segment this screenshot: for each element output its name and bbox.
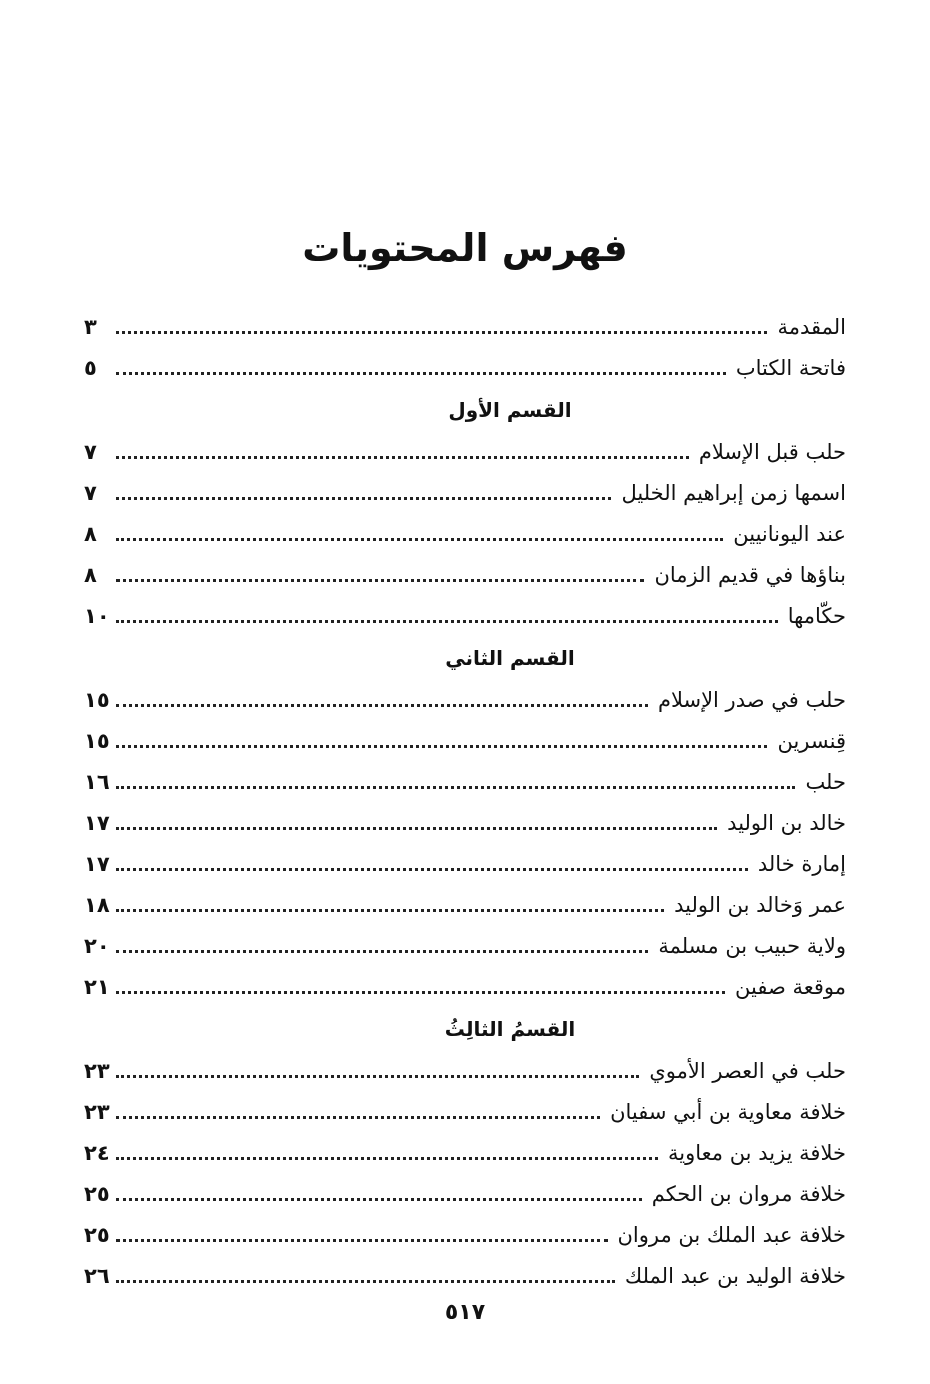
- toc-entry-label: قِنسرين: [777, 729, 846, 753]
- dot-leader: [116, 1280, 615, 1283]
- toc-entry: [84, 548, 846, 589]
- toc-entry-page: ١٠: [84, 604, 110, 628]
- toc-entry-label: حلب في العصر الأموي: [649, 1059, 846, 1083]
- toc-entry-page: ٢٥: [84, 1223, 110, 1247]
- toc-entry-label: ولاية حبيب بن مسلمة: [658, 934, 846, 958]
- toc-entry: [84, 714, 846, 755]
- dot-leader: [116, 1116, 600, 1119]
- toc-entry-label: حلب قبل الإسلام: [698, 440, 846, 464]
- toc-entry-page: ٥: [84, 356, 97, 380]
- section-heading: القسمُ الثالِثُ: [444, 1017, 576, 1041]
- toc-entry-page: ٢٦: [84, 1264, 110, 1288]
- toc-entry: [84, 837, 846, 878]
- toc-entry-page: ٢٤: [84, 1141, 110, 1165]
- dot-leader: [116, 950, 648, 953]
- toc-entry-label: موقعة صفين: [735, 975, 846, 999]
- dot-leader: [116, 579, 644, 582]
- toc-entry-page: ١٦: [84, 770, 110, 794]
- toc-entry: [84, 1167, 846, 1208]
- dot-leader: [116, 786, 795, 789]
- toc-entry: [84, 589, 846, 630]
- toc-entry: [84, 960, 846, 1001]
- toc-entry-label: خلافة الوليد بن عبد الملك: [624, 1264, 846, 1288]
- dot-leader: [116, 497, 611, 500]
- toc-entry: [84, 1208, 846, 1249]
- toc-entry-label: خلافة يزيد بن معاوية: [668, 1141, 846, 1165]
- dot-leader: [116, 331, 767, 334]
- toc-entry-page: ٢٠: [84, 934, 110, 958]
- toc-entry-page: ١٥: [84, 729, 110, 753]
- toc-entry: [84, 796, 846, 837]
- toc-entry-page: ٧: [84, 440, 97, 464]
- toc-entry-page: ٨: [84, 563, 97, 587]
- dot-leader: [116, 1075, 639, 1078]
- toc-entry-label: حلب: [805, 770, 846, 794]
- toc-entry: [84, 300, 846, 341]
- dot-leader: [116, 827, 717, 830]
- toc-entry: [84, 341, 846, 382]
- dot-leader: [116, 868, 748, 871]
- toc-entry: [84, 1085, 846, 1126]
- toc-entry-label: عند اليونانيين: [733, 522, 846, 546]
- toc-entry: [84, 1249, 846, 1290]
- dot-leader: [116, 1198, 642, 1201]
- toc-entry-label: خلافة مروان بن الحكم: [651, 1182, 846, 1206]
- toc-entry: [84, 919, 846, 960]
- toc-entry: [84, 425, 846, 466]
- toc-entry-label: عمر وَخالد بن الوليد: [674, 893, 846, 917]
- dot-leader: [116, 538, 723, 541]
- toc-entry: [84, 1126, 846, 1167]
- toc-entry: [84, 466, 846, 507]
- dot-leader: [116, 1239, 608, 1242]
- toc-entry: [84, 507, 846, 548]
- dot-leader: [116, 456, 689, 459]
- toc-entry-label: اسمها زمن إبراهيم الخليل: [621, 481, 846, 505]
- section-heading: القسم الأول: [448, 398, 572, 422]
- toc-entry-page: ٣: [84, 315, 97, 339]
- dot-leader: [116, 704, 648, 707]
- toc-entry-page: ٨: [84, 522, 97, 546]
- toc-entry: [84, 755, 846, 796]
- table-of-contents: [84, 300, 846, 1290]
- toc-entry-label: إمارة خالد: [757, 852, 846, 876]
- dot-leader: [116, 1157, 658, 1160]
- toc-entry-label: خلافة عبد الملك بن مروان: [617, 1223, 846, 1247]
- toc-entry-page: ٢١: [84, 975, 110, 999]
- dot-leader: [116, 745, 767, 748]
- toc-entry: [84, 878, 846, 919]
- toc-entry-page: ١٧: [84, 811, 110, 835]
- toc-entry-page: ١٧: [84, 852, 110, 876]
- toc-entry-page: ٢٣: [84, 1100, 110, 1124]
- toc-entry-label: بناؤها في قديم الزمان: [654, 563, 846, 587]
- toc-entry-page: ٢٥: [84, 1182, 110, 1206]
- page-number: ٥١٧: [444, 1300, 486, 1325]
- toc-entry-label: خلافة معاوية بن أبي سفيان: [610, 1100, 846, 1124]
- toc-entry-page: ١٨: [84, 893, 110, 917]
- toc-entry-label: المقدمة: [777, 315, 846, 339]
- toc-entry: [84, 673, 846, 714]
- section-heading: القسم الثاني: [445, 646, 575, 670]
- toc-entry-label: خالد بن الوليد: [727, 811, 846, 835]
- toc-entry-page: ٢٣: [84, 1059, 110, 1083]
- toc-entry-label: حلب في صدر الإسلام: [657, 688, 846, 712]
- dot-leader: [116, 372, 726, 375]
- toc-entry: [84, 1044, 846, 1085]
- toc-entry-page: ١٥: [84, 688, 110, 712]
- dot-leader: [116, 909, 664, 912]
- page-title: فهرس المحتويات: [302, 226, 628, 270]
- toc-entry-label: فاتحة الكتاب: [735, 356, 846, 380]
- toc-entry-label: حكّامها: [787, 604, 846, 628]
- dot-leader: [116, 991, 725, 994]
- toc-entry-page: ٧: [84, 481, 97, 505]
- dot-leader: [116, 620, 778, 623]
